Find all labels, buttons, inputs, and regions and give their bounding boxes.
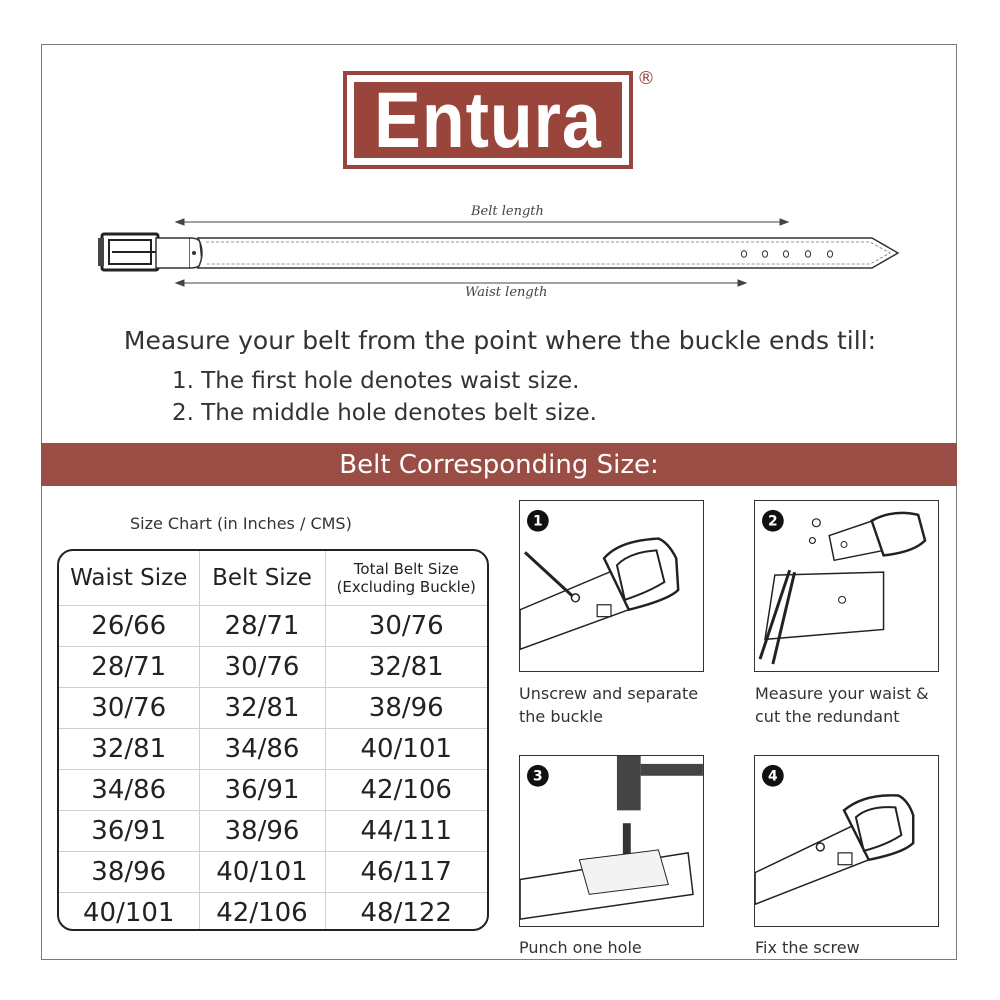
belt-cell: 38/96 <box>199 811 325 852</box>
belt-buckle <box>98 234 158 270</box>
waist-cell: 38/96 <box>59 852 199 893</box>
waist-cell: 30/76 <box>59 688 199 729</box>
belt-length-label: Belt length <box>471 204 544 219</box>
step-2-caption-line-2: cut the redundant <box>755 707 900 726</box>
belt-cell: 30/76 <box>199 647 325 688</box>
belt-length-arrow <box>176 219 788 225</box>
table-row <box>59 729 487 770</box>
belt-cell: 28/71 <box>199 606 325 647</box>
instruction-step-1: 1. The first hole denotes waist size. <box>172 368 580 394</box>
step-1-caption-line-1: Unscrew and separate <box>519 684 699 703</box>
total-cell: 46/117 <box>325 852 487 893</box>
table-row <box>59 811 487 852</box>
step-4-caption-line-1: Fix the screw <box>755 938 860 957</box>
table-row <box>59 606 487 647</box>
svg-text:2: 2 <box>768 513 778 530</box>
table-row <box>59 893 487 932</box>
belt-strap <box>156 238 898 268</box>
step-2-caption <box>755 682 955 728</box>
size-chart-table <box>57 549 489 931</box>
total-cell: 38/96 <box>325 688 487 729</box>
belt-cell: 40/101 <box>199 852 325 893</box>
belt-cell: 32/81 <box>199 688 325 729</box>
belt-cell: 34/86 <box>199 729 325 770</box>
brand-logo <box>343 71 633 169</box>
total-cell: 40/101 <box>325 729 487 770</box>
table-row <box>59 770 487 811</box>
waist-length-arrow <box>176 280 746 286</box>
total-cell: 48/122 <box>325 893 487 932</box>
table-header-row <box>59 551 487 606</box>
header-waist-size: Waist Size <box>59 551 199 606</box>
waist-cell: 26/66 <box>59 606 199 647</box>
measure-instruction: Measure your belt from the point where the buckle ends till: <box>123 326 877 355</box>
svg-text:1: 1 <box>533 513 543 530</box>
waist-cell: 32/81 <box>59 729 199 770</box>
waist-cell: 40/101 <box>59 893 199 932</box>
belt-cell: 36/91 <box>199 770 325 811</box>
step-1-illustration <box>519 500 704 672</box>
table-row <box>59 852 487 893</box>
instruction-step-2: 2. The middle hole denotes belt size. <box>172 400 597 426</box>
header-belt-size: Belt Size <box>199 551 325 606</box>
banner-title: Belt Corresponding Size: <box>339 449 659 480</box>
step-4-illustration <box>754 755 939 927</box>
registered-mark: ® <box>637 68 655 89</box>
step-4-caption <box>755 936 955 959</box>
step-2-illustration <box>754 500 939 672</box>
table-row <box>59 647 487 688</box>
waist-length-label: Waist length <box>465 285 548 300</box>
svg-text:3: 3 <box>533 768 543 785</box>
total-cell: 30/76 <box>325 606 487 647</box>
waist-cell: 28/71 <box>59 647 199 688</box>
header-total-belt-size: Total Belt Size (Excluding Buckle) <box>325 551 487 606</box>
step-1-caption <box>519 682 719 728</box>
total-cell: 44/111 <box>325 811 487 852</box>
belt-cell: 42/106 <box>199 893 325 932</box>
waist-cell: 36/91 <box>59 811 199 852</box>
brand-name: Entura <box>374 76 602 164</box>
table-row <box>59 688 487 729</box>
total-cell: 32/81 <box>325 647 487 688</box>
waist-cell: 34/86 <box>59 770 199 811</box>
size-chart-caption: Size Chart (in Inches / CMS) <box>130 514 352 533</box>
step-3-caption <box>519 936 719 959</box>
step-3-illustration <box>519 755 704 927</box>
step-1-caption-line-2: the buckle <box>519 707 603 726</box>
svg-text:4: 4 <box>768 768 778 785</box>
size-banner <box>41 443 957 486</box>
step-3-caption-line-1: Punch one hole <box>519 938 642 957</box>
total-cell: 42/106 <box>325 770 487 811</box>
step-2-caption-line-1: Measure your waist & <box>755 684 929 703</box>
